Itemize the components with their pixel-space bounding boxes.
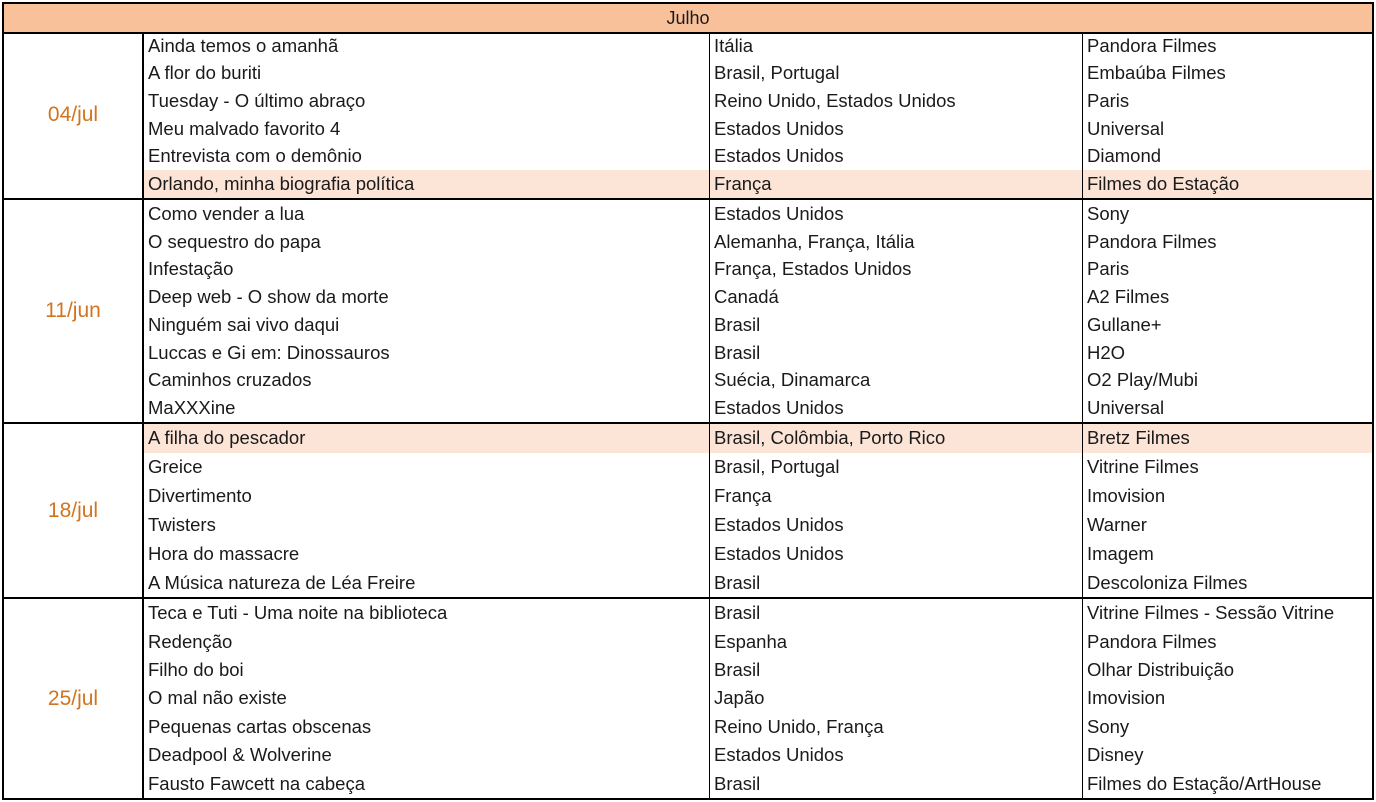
film-distributor: Sony xyxy=(1082,713,1372,741)
film-row xyxy=(144,367,1372,395)
film-distributor: Imovision xyxy=(1082,684,1372,712)
film-country: França xyxy=(709,170,1082,198)
film-row xyxy=(144,599,1372,627)
film-country: Canadá xyxy=(709,283,1082,311)
film-title: Filho do boi xyxy=(148,659,244,681)
film-title: Tuesday - O último abraço xyxy=(148,90,366,112)
month-header: Julho xyxy=(4,4,1372,34)
film-country: Japão xyxy=(709,684,1082,712)
film-country: Alemanha, França, Itália xyxy=(709,228,1082,256)
film-title: Divertimento xyxy=(148,485,252,507)
film-row xyxy=(144,627,1372,655)
film-row xyxy=(144,453,1372,482)
film-row xyxy=(144,32,1372,60)
film-distributor: Gullane+ xyxy=(1082,311,1372,339)
film-rows xyxy=(144,599,1372,798)
film-country: Reino Unido, Estados Unidos xyxy=(709,87,1082,115)
film-country: Estados Unidos xyxy=(709,200,1082,228)
film-distributor: Bretz Filmes xyxy=(1082,424,1372,453)
film-row xyxy=(144,510,1372,539)
film-country: Estados Unidos xyxy=(709,510,1082,539)
film-title: Twisters xyxy=(148,513,216,535)
film-country: Estados Unidos xyxy=(709,539,1082,568)
film-row xyxy=(144,283,1372,311)
film-distributor: Filmes do Estação xyxy=(1082,170,1372,198)
film-title: Meu malvado favorito 4 xyxy=(148,117,341,139)
film-title: Caminhos cruzados xyxy=(148,369,312,391)
film-country: Brasil, Colômbia, Porto Rico xyxy=(709,424,1082,453)
film-title: Fausto Fawcett na cabeça xyxy=(148,772,365,794)
release-schedule-table xyxy=(2,2,1374,800)
film-row xyxy=(144,684,1372,712)
film-row xyxy=(144,228,1372,256)
film-row xyxy=(144,741,1372,769)
film-distributor: A2 Filmes xyxy=(1082,283,1372,311)
film-title: Redenção xyxy=(148,630,233,652)
film-row xyxy=(144,339,1372,367)
film-title: O mal não existe xyxy=(148,687,287,709)
film-rows xyxy=(144,424,1372,597)
film-distributor: Sony xyxy=(1082,200,1372,228)
film-rows xyxy=(144,32,1372,198)
release-week-group xyxy=(4,599,1372,798)
release-date: 18/jul xyxy=(4,424,144,597)
film-row xyxy=(144,656,1372,684)
film-distributor: Pandora Filmes xyxy=(1082,228,1372,256)
release-date: 25/jul xyxy=(4,599,144,798)
film-row xyxy=(144,87,1372,115)
film-title: A flor do buriti xyxy=(148,62,262,84)
release-week-group xyxy=(4,32,1372,200)
film-title: MaXXXine xyxy=(148,397,236,419)
film-row xyxy=(144,394,1372,422)
film-distributor: Universal xyxy=(1082,394,1372,422)
film-row xyxy=(144,60,1372,88)
film-title: Deadpool & Wolverine xyxy=(148,744,332,766)
film-title: Infestação xyxy=(148,258,234,280)
film-country: França, Estados Unidos xyxy=(709,256,1082,284)
film-row xyxy=(144,200,1372,228)
film-country: Brasil xyxy=(709,339,1082,367)
film-title: A filha do pescador xyxy=(148,427,306,449)
release-date: 11/jun xyxy=(4,200,144,422)
film-country: Itália xyxy=(709,32,1082,60)
film-country: Brasil xyxy=(709,599,1082,627)
release-week-group xyxy=(4,424,1372,599)
film-title: Greice xyxy=(148,456,203,478)
film-distributor: Vitrine Filmes xyxy=(1082,453,1372,482)
film-country: Reino Unido, França xyxy=(709,713,1082,741)
film-country: Brasil, Portugal xyxy=(709,60,1082,88)
film-title: Pequenas cartas obscenas xyxy=(148,715,372,737)
film-country: Estados Unidos xyxy=(709,143,1082,171)
film-distributor: Filmes do Estação/ArtHouse xyxy=(1082,770,1372,798)
film-country: Brasil, Portugal xyxy=(709,453,1082,482)
film-distributor: Paris xyxy=(1082,256,1372,284)
film-country: Estados Unidos xyxy=(709,741,1082,769)
film-title: Ninguém sai vivo daqui xyxy=(148,313,340,335)
film-row xyxy=(144,115,1372,143)
film-distributor: Paris xyxy=(1082,87,1372,115)
film-title: Hora do massacre xyxy=(148,542,300,564)
film-distributor: Descoloniza Filmes xyxy=(1082,568,1372,597)
film-row xyxy=(144,311,1372,339)
film-rows xyxy=(144,200,1372,422)
film-distributor: Pandora Filmes xyxy=(1082,32,1372,60)
film-distributor: Warner xyxy=(1082,510,1372,539)
film-row xyxy=(144,482,1372,511)
film-country: Brasil xyxy=(709,568,1082,597)
film-title: Entrevista com o demônio xyxy=(148,145,362,167)
film-title: Teca e Tuti - Uma noite na biblioteca xyxy=(148,602,448,624)
release-week-group xyxy=(4,200,1372,424)
film-row xyxy=(144,713,1372,741)
film-distributor: Universal xyxy=(1082,115,1372,143)
film-country: Estados Unidos xyxy=(709,394,1082,422)
film-title: Luccas e Gi em: Dinossauros xyxy=(148,341,390,363)
film-row xyxy=(144,568,1372,597)
film-country: Estados Unidos xyxy=(709,115,1082,143)
film-row xyxy=(144,770,1372,798)
film-distributor: Olhar Distribuição xyxy=(1082,656,1372,684)
film-country: Espanha xyxy=(709,627,1082,655)
film-row xyxy=(144,256,1372,284)
film-distributor: O2 Play/Mubi xyxy=(1082,367,1372,395)
film-row xyxy=(144,143,1372,171)
film-title: Orlando, minha biografia política xyxy=(148,173,415,195)
film-title: O sequestro do papa xyxy=(148,230,321,252)
film-title: A Música natureza de Léa Freire xyxy=(148,571,416,593)
film-distributor: Disney xyxy=(1082,741,1372,769)
film-distributor: Embaúba Filmes xyxy=(1082,60,1372,88)
film-row xyxy=(144,424,1372,453)
film-distributor: Vitrine Filmes - Sessão Vitrine xyxy=(1082,599,1372,627)
film-row xyxy=(144,170,1372,198)
film-title: Ainda temos o amanhã xyxy=(148,34,339,56)
film-country: Suécia, Dinamarca xyxy=(709,367,1082,395)
film-distributor: Imagem xyxy=(1082,539,1372,568)
film-title: Como vender a lua xyxy=(148,202,305,224)
film-distributor: Diamond xyxy=(1082,143,1372,171)
film-country: Brasil xyxy=(709,656,1082,684)
film-row xyxy=(144,539,1372,568)
film-distributor: H2O xyxy=(1082,339,1372,367)
film-distributor: Pandora Filmes xyxy=(1082,627,1372,655)
film-country: Brasil xyxy=(709,311,1082,339)
film-title: Deep web - O show da morte xyxy=(148,286,389,308)
film-country: França xyxy=(709,482,1082,511)
film-distributor: Imovision xyxy=(1082,482,1372,511)
film-country: Brasil xyxy=(709,770,1082,798)
release-date: 04/jul xyxy=(4,32,144,198)
